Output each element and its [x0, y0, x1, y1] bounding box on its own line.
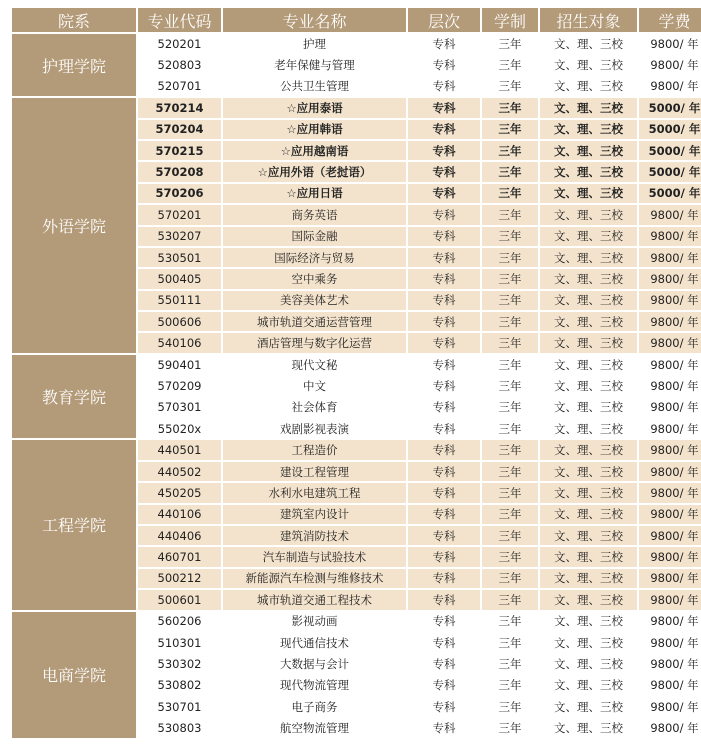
fee-cell: 9800/ 年	[639, 505, 701, 524]
duration-cell: 三年	[482, 291, 538, 310]
major-name-cell: 航空物流管理	[223, 719, 406, 738]
major-code-cell: 570206	[138, 184, 221, 203]
major-code-cell: 540106	[138, 333, 221, 352]
target-cell: 文、理、三校	[540, 291, 637, 310]
fee-cell: 9800/ 年	[639, 398, 701, 417]
target-cell: 文、理、三校	[540, 526, 637, 545]
duration-cell: 三年	[482, 697, 538, 716]
admission-table-container	[12, 8, 701, 738]
header-row	[12, 8, 701, 32]
duration-cell: 三年	[482, 333, 538, 352]
major-code-cell: 55020x	[138, 419, 221, 438]
duration-cell: 三年	[482, 376, 538, 395]
level-cell: 专科	[408, 291, 480, 310]
target-cell: 文、理、三校	[540, 633, 637, 652]
header-fee: 学费	[639, 8, 701, 32]
major-code-cell: 500212	[138, 569, 221, 588]
duration-cell: 三年	[482, 398, 538, 417]
target-cell: 文、理、三校	[540, 162, 637, 181]
fee-cell: 9800/ 年	[639, 77, 701, 96]
major-name-cell: 工程造价	[223, 440, 406, 459]
fee-cell: 9800/ 年	[639, 312, 701, 331]
fee-cell: 5000/ 年	[639, 141, 701, 160]
duration-cell: 三年	[482, 184, 538, 203]
level-cell: 专科	[408, 654, 480, 673]
target-cell: 文、理、三校	[540, 398, 637, 417]
duration-cell: 三年	[482, 269, 538, 288]
fee-cell: 9800/ 年	[639, 269, 701, 288]
duration-cell: 三年	[482, 55, 538, 74]
major-code-cell: 440406	[138, 526, 221, 545]
target-cell: 文、理、三校	[540, 55, 637, 74]
major-code-cell: 570215	[138, 141, 221, 160]
fee-cell: 9800/ 年	[639, 612, 701, 631]
major-name-cell: 汽车制造与试验技术	[223, 547, 406, 566]
target-cell: 文、理、三校	[540, 483, 637, 502]
target-cell: 文、理、三校	[540, 227, 637, 246]
target-cell: 文、理、三校	[540, 355, 637, 374]
department-cell: 电商学院	[12, 612, 136, 738]
level-cell: 专科	[408, 505, 480, 524]
fee-cell: 9800/ 年	[639, 34, 701, 53]
level-cell: 专科	[408, 355, 480, 374]
major-name-cell: 社会体育	[223, 398, 406, 417]
fee-cell: 9800/ 年	[639, 526, 701, 545]
duration-cell: 三年	[482, 77, 538, 96]
header-department: 院系	[12, 8, 136, 32]
major-code-cell: 530701	[138, 697, 221, 716]
major-code-cell: 520803	[138, 55, 221, 74]
fee-cell: 9800/ 年	[639, 569, 701, 588]
level-cell: 专科	[408, 227, 480, 246]
major-code-cell: 530802	[138, 676, 221, 695]
level-cell: 专科	[408, 248, 480, 267]
duration-cell: 三年	[482, 248, 538, 267]
level-cell: 专科	[408, 55, 480, 74]
target-cell: 文、理、三校	[540, 333, 637, 352]
fee-cell: 9800/ 年	[639, 440, 701, 459]
major-code-cell: 500606	[138, 312, 221, 331]
duration-cell: 三年	[482, 526, 538, 545]
target-cell: 文、理、三校	[540, 376, 637, 395]
level-cell: 专科	[408, 547, 480, 566]
duration-cell: 三年	[482, 633, 538, 652]
duration-cell: 三年	[482, 141, 538, 160]
target-cell: 文、理、三校	[540, 419, 637, 438]
level-cell: 专科	[408, 269, 480, 288]
major-name-cell: 城市轨道交通运营管理	[223, 312, 406, 331]
table-body	[12, 34, 701, 738]
major-code-cell: 440501	[138, 440, 221, 459]
major-code-cell: 440502	[138, 462, 221, 481]
major-code-cell: 570204	[138, 120, 221, 139]
department-cell: 工程学院	[12, 440, 136, 609]
table-row	[12, 34, 701, 53]
header-duration: 学制	[482, 8, 538, 32]
level-cell: 专科	[408, 590, 480, 609]
duration-cell: 三年	[482, 462, 538, 481]
target-cell: 文、理、三校	[540, 184, 637, 203]
major-code-cell: 520701	[138, 77, 221, 96]
fee-cell: 9800/ 年	[639, 483, 701, 502]
duration-cell: 三年	[482, 547, 538, 566]
major-name-cell: 空中乘务	[223, 269, 406, 288]
duration-cell: 三年	[482, 98, 538, 117]
major-code-cell: 570301	[138, 398, 221, 417]
major-name-cell: 建设工程管理	[223, 462, 406, 481]
duration-cell: 三年	[482, 162, 538, 181]
major-name-cell: 中文	[223, 376, 406, 395]
major-name-cell: 国际金融	[223, 227, 406, 246]
table-row	[12, 440, 701, 459]
major-code-cell: 510301	[138, 633, 221, 652]
major-code-cell: 530803	[138, 719, 221, 738]
level-cell: 专科	[408, 398, 480, 417]
major-name-cell: 商务英语	[223, 205, 406, 224]
fee-cell: 9800/ 年	[639, 333, 701, 352]
majors-table	[10, 6, 701, 740]
table-row	[12, 612, 701, 631]
target-cell: 文、理、三校	[540, 269, 637, 288]
major-name-cell: 水利水电建筑工程	[223, 483, 406, 502]
target-cell: 文、理、三校	[540, 569, 637, 588]
target-cell: 文、理、三校	[540, 120, 637, 139]
level-cell: 专科	[408, 376, 480, 395]
target-cell: 文、理、三校	[540, 462, 637, 481]
target-cell: 文、理、三校	[540, 719, 637, 738]
target-cell: 文、理、三校	[540, 505, 637, 524]
target-cell: 文、理、三校	[540, 612, 637, 631]
duration-cell: 三年	[482, 120, 538, 139]
target-cell: 文、理、三校	[540, 141, 637, 160]
target-cell: 文、理、三校	[540, 676, 637, 695]
department-cell: 教育学院	[12, 355, 136, 439]
major-code-cell: 440106	[138, 505, 221, 524]
header-code: 专业代码	[138, 8, 221, 32]
major-name-cell: 现代物流管理	[223, 676, 406, 695]
fee-cell: 9800/ 年	[639, 227, 701, 246]
table-row	[12, 98, 701, 117]
major-name-cell: ☆应用日语	[223, 184, 406, 203]
fee-cell: 9800/ 年	[639, 719, 701, 738]
major-name-cell: 美容美体艺术	[223, 291, 406, 310]
major-name-cell: 电子商务	[223, 697, 406, 716]
major-code-cell: 550111	[138, 291, 221, 310]
level-cell: 专科	[408, 77, 480, 96]
level-cell: 专科	[408, 719, 480, 738]
major-name-cell: 护理	[223, 34, 406, 53]
major-code-cell: 570208	[138, 162, 221, 181]
major-name-cell: ☆应用外语（老挝语）	[223, 162, 406, 181]
level-cell: 专科	[408, 98, 480, 117]
level-cell: 专科	[408, 612, 480, 631]
major-name-cell: 公共卫生管理	[223, 77, 406, 96]
major-name-cell: 大数据与会计	[223, 654, 406, 673]
major-name-cell: 国际经济与贸易	[223, 248, 406, 267]
target-cell: 文、理、三校	[540, 205, 637, 224]
duration-cell: 三年	[482, 419, 538, 438]
fee-cell: 9800/ 年	[639, 654, 701, 673]
fee-cell: 9800/ 年	[639, 205, 701, 224]
level-cell: 专科	[408, 141, 480, 160]
fee-cell: 9800/ 年	[639, 291, 701, 310]
fee-cell: 9800/ 年	[639, 55, 701, 74]
duration-cell: 三年	[482, 590, 538, 609]
level-cell: 专科	[408, 120, 480, 139]
major-code-cell: 560206	[138, 612, 221, 631]
duration-cell: 三年	[482, 227, 538, 246]
major-code-cell: 530302	[138, 654, 221, 673]
duration-cell: 三年	[482, 676, 538, 695]
header-target: 招生对象	[540, 8, 637, 32]
duration-cell: 三年	[482, 355, 538, 374]
major-code-cell: 460701	[138, 547, 221, 566]
department-cell: 外语学院	[12, 98, 136, 353]
header-level: 层次	[408, 8, 480, 32]
target-cell: 文、理、三校	[540, 77, 637, 96]
target-cell: 文、理、三校	[540, 248, 637, 267]
major-name-cell: 影视动画	[223, 612, 406, 631]
major-code-cell: 570214	[138, 98, 221, 117]
target-cell: 文、理、三校	[540, 590, 637, 609]
level-cell: 专科	[408, 312, 480, 331]
fee-cell: 9800/ 年	[639, 376, 701, 395]
duration-cell: 三年	[482, 654, 538, 673]
duration-cell: 三年	[482, 34, 538, 53]
fee-cell: 9800/ 年	[639, 547, 701, 566]
target-cell: 文、理、三校	[540, 654, 637, 673]
level-cell: 专科	[408, 697, 480, 716]
major-code-cell: 530501	[138, 248, 221, 267]
level-cell: 专科	[408, 483, 480, 502]
fee-cell: 9800/ 年	[639, 419, 701, 438]
level-cell: 专科	[408, 569, 480, 588]
major-name-cell: 城市轨道交通工程技术	[223, 590, 406, 609]
major-code-cell: 530207	[138, 227, 221, 246]
major-name-cell: 建筑室内设计	[223, 505, 406, 524]
major-name-cell: 老年保健与管理	[223, 55, 406, 74]
level-cell: 专科	[408, 676, 480, 695]
duration-cell: 三年	[482, 505, 538, 524]
duration-cell: 三年	[482, 719, 538, 738]
duration-cell: 三年	[482, 312, 538, 331]
duration-cell: 三年	[482, 440, 538, 459]
level-cell: 专科	[408, 333, 480, 352]
major-name-cell: 酒店管理与数字化运营	[223, 333, 406, 352]
fee-cell: 5000/ 年	[639, 162, 701, 181]
target-cell: 文、理、三校	[540, 98, 637, 117]
major-name-cell: 新能源汽车检测与维修技术	[223, 569, 406, 588]
level-cell: 专科	[408, 462, 480, 481]
level-cell: 专科	[408, 440, 480, 459]
header-major: 专业名称	[223, 8, 406, 32]
fee-cell: 5000/ 年	[639, 98, 701, 117]
level-cell: 专科	[408, 162, 480, 181]
fee-cell: 9800/ 年	[639, 355, 701, 374]
level-cell: 专科	[408, 526, 480, 545]
major-name-cell: 建筑消防技术	[223, 526, 406, 545]
table-row	[12, 355, 701, 374]
major-name-cell: 现代通信技术	[223, 633, 406, 652]
target-cell: 文、理、三校	[540, 34, 637, 53]
target-cell: 文、理、三校	[540, 312, 637, 331]
duration-cell: 三年	[482, 205, 538, 224]
duration-cell: 三年	[482, 569, 538, 588]
major-name-cell: ☆应用韩语	[223, 120, 406, 139]
major-code-cell: 500601	[138, 590, 221, 609]
major-code-cell: 570201	[138, 205, 221, 224]
level-cell: 专科	[408, 34, 480, 53]
major-code-cell: 570209	[138, 376, 221, 395]
fee-cell: 9800/ 年	[639, 633, 701, 652]
fee-cell: 9800/ 年	[639, 676, 701, 695]
target-cell: 文、理、三校	[540, 697, 637, 716]
major-code-cell: 590401	[138, 355, 221, 374]
level-cell: 专科	[408, 419, 480, 438]
level-cell: 专科	[408, 205, 480, 224]
fee-cell: 5000/ 年	[639, 184, 701, 203]
fee-cell: 5000/ 年	[639, 120, 701, 139]
major-name-cell: ☆应用泰语	[223, 98, 406, 117]
fee-cell: 9800/ 年	[639, 462, 701, 481]
department-cell: 护理学院	[12, 34, 136, 96]
fee-cell: 9800/ 年	[639, 697, 701, 716]
major-name-cell: 戏剧影视表演	[223, 419, 406, 438]
fee-cell: 9800/ 年	[639, 590, 701, 609]
level-cell: 专科	[408, 633, 480, 652]
target-cell: 文、理、三校	[540, 547, 637, 566]
major-code-cell: 520201	[138, 34, 221, 53]
major-name-cell: 现代文秘	[223, 355, 406, 374]
duration-cell: 三年	[482, 483, 538, 502]
target-cell: 文、理、三校	[540, 440, 637, 459]
duration-cell: 三年	[482, 612, 538, 631]
major-name-cell: ☆应用越南语	[223, 141, 406, 160]
fee-cell: 9800/ 年	[639, 248, 701, 267]
major-code-cell: 450205	[138, 483, 221, 502]
level-cell: 专科	[408, 184, 480, 203]
major-code-cell: 500405	[138, 269, 221, 288]
